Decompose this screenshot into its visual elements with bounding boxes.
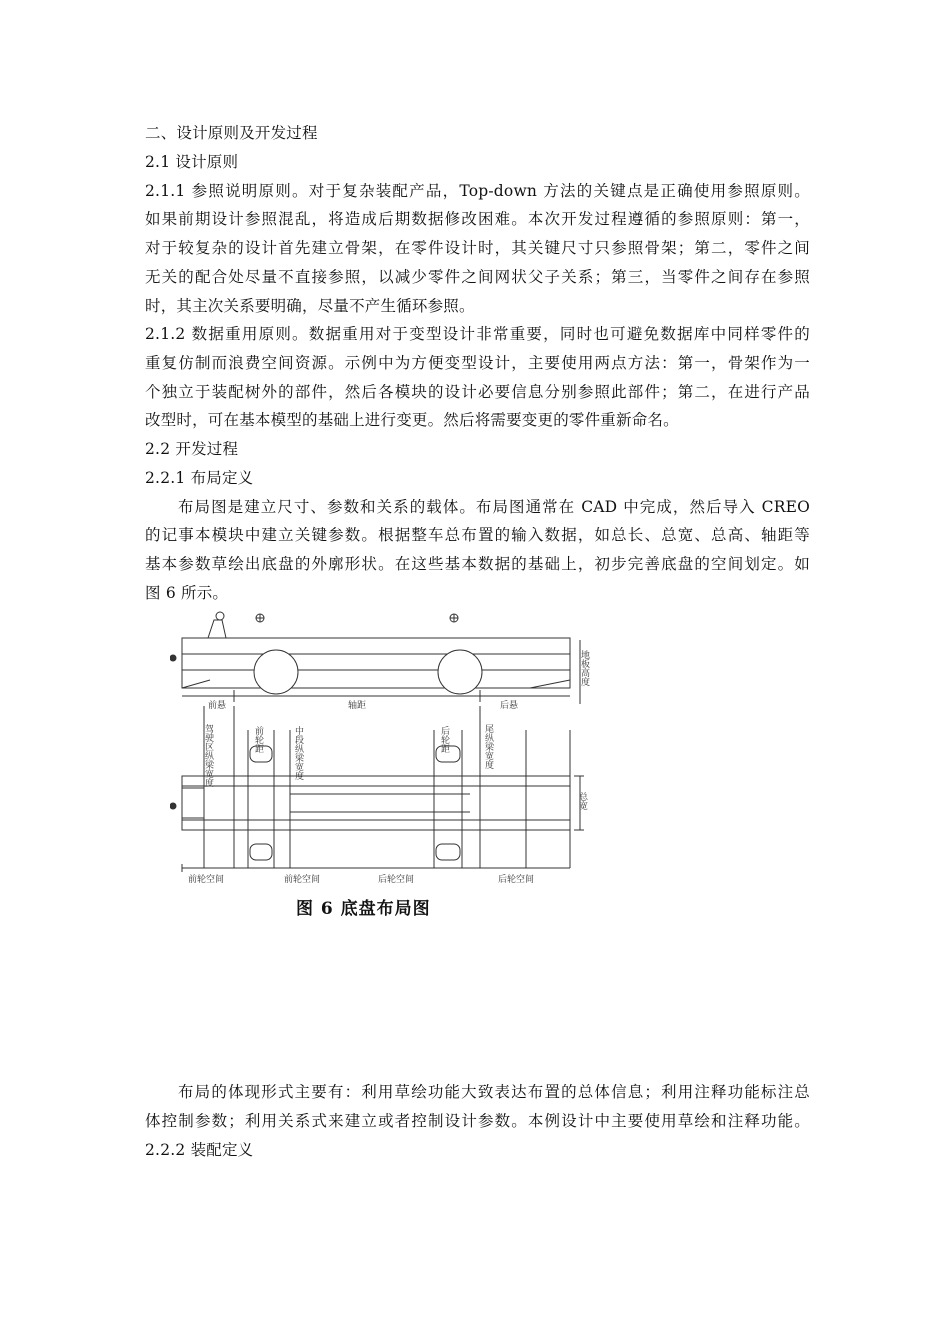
floor-height-label: 地板高度 bbox=[579, 650, 589, 686]
driver-seat bbox=[208, 620, 226, 638]
front-track-label: 前轮距 bbox=[253, 726, 263, 753]
paragraph-line: 基本参数草绘出底盘的外廓形状。在这些基本数据的基础上，初步完善底盘的空间划定。如 bbox=[145, 555, 810, 573]
paragraph-line: 的记事本模块中建立关键参数。根据整车总布置的输入数据，如总长、总宽、总高、轴距等 bbox=[145, 526, 810, 544]
rear-wheel-space-label-2: 后轮空间 bbox=[498, 875, 535, 885]
paragraph-line: 体控制参数；利用关系式来建立或者控制设计参数。本例设计中主要使用草绘和注释功能。 bbox=[145, 1112, 810, 1130]
chassis-layout-drawing bbox=[170, 610, 590, 930]
paragraph-line: 2.1.2 数据重用原则。数据重用对于变型设计非常重要，同时也可避免数据库中同样零件的 bbox=[145, 325, 810, 343]
section-heading: 二、设计原则及开发过程 bbox=[145, 124, 318, 142]
paragraph-line: 布局的体现形式主要有：利用草绘功能大致表达布置的总体信息；利用注释功能标注总 bbox=[178, 1083, 810, 1101]
paragraph-line: 图 6 所示。 bbox=[145, 584, 229, 602]
subsubsection-heading: 2.2.1 布局定义 bbox=[145, 469, 254, 487]
side-view-body bbox=[182, 638, 570, 688]
rear-overhang-label: 后悬 bbox=[500, 701, 519, 711]
wheelbase-label: 轴距 bbox=[348, 701, 367, 711]
subsection-heading: 2.1 设计原则 bbox=[145, 153, 239, 171]
rear-wheel-space-label-1: 后轮空间 bbox=[378, 875, 415, 885]
front-wheel-space-label-1: 前轮空间 bbox=[188, 875, 225, 885]
tail-beam-width-label: 尾纵梁宽度 bbox=[483, 724, 493, 769]
front-overhang-label: 前悬 bbox=[208, 701, 227, 711]
subsection-heading: 2.2 开发过程 bbox=[145, 440, 239, 458]
chassis-layout-figure bbox=[170, 610, 590, 930]
front-right-wheel bbox=[250, 844, 272, 860]
top-view-frame bbox=[182, 776, 570, 830]
paragraph-line: 重复仿制而浪费空间资源。示例中为方便变型设计，主要使用两点方法：第一，骨架作为一 bbox=[145, 354, 810, 372]
paragraph-line: 布局图是建立尺寸、参数和关系的载体。布局图通常在 CAD 中完成，然后导入 CREO bbox=[178, 498, 810, 516]
total-width-label: 总宽 bbox=[577, 792, 587, 810]
rear-right-wheel bbox=[436, 844, 460, 860]
paragraph-line: 个独立于装配树外的部件，然后各模块的设计必要信息分别参照此部件；第二，在进行产品 bbox=[145, 383, 810, 401]
subsubsection-heading: 2.2.2 装配定义 bbox=[145, 1141, 254, 1159]
paragraph-line: 改型时，可在基本模型的基础上进行变更。然后将需要变更的零件重新命名。 bbox=[145, 411, 679, 429]
paragraph-line: 时，其主次关系要明确，尽量不产生循环参照。 bbox=[145, 297, 475, 315]
mid-beam-width-label: 中段纵梁宽度 bbox=[293, 726, 303, 780]
front-wheel-space-label-2: 前轮空间 bbox=[284, 875, 321, 885]
rear-track-label: 后轮距 bbox=[439, 726, 449, 753]
figure-caption: 图 6 底盘布局图 bbox=[296, 899, 431, 919]
paragraph-line: 无关的配合处尽量不直接参照，以减少零件之间网状父子关系；第三，当零件之间存在参照 bbox=[145, 268, 810, 286]
paragraph-line: 对于较复杂的设计首先建立骨架，在零件设计时，其关键尺寸只参照骨架；第二，零件之间 bbox=[145, 239, 810, 257]
paragraph-line: 2.1.1 参照说明原则。对于复杂装配产品，Top-down 方法的关键点是正确使用参照原则。 bbox=[145, 182, 810, 200]
front-wheel bbox=[254, 650, 298, 694]
cab-beam-width-label: 驾驶区纵梁宽度 bbox=[203, 724, 213, 787]
paragraph-line: 如果前期设计参照混乱，将造成后期数据修改困难。本次开发过程遵循的参照原则：第一， bbox=[145, 210, 810, 228]
rear-wheel bbox=[438, 650, 482, 694]
